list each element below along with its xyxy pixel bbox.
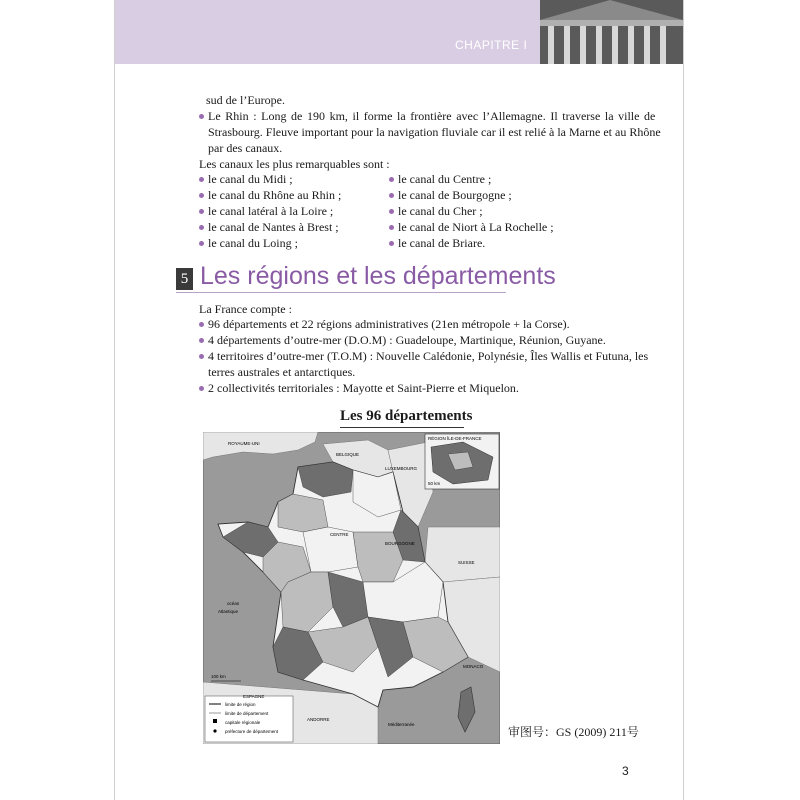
bullet (389, 241, 394, 246)
temple-photo (540, 0, 683, 64)
canal-item: le canal du Rhône au Rhin ; (208, 188, 342, 202)
bullet (389, 177, 394, 182)
sea-label: Atlantique (218, 609, 239, 614)
text-line: sud de l’Europe. (206, 93, 285, 107)
bullet (199, 209, 204, 214)
bullet (199, 241, 204, 246)
bullet (389, 225, 394, 230)
bullet (199, 114, 204, 119)
region-label: BOURGOGNE (385, 541, 415, 546)
canal-item: le canal de Niort à La Rochelle ; (398, 220, 554, 234)
legend-label: capitale régionale (225, 720, 261, 725)
map-title: Les 96 départements (340, 408, 473, 424)
canal-item: le canal du Cher ; (398, 204, 483, 218)
section-number: 5 (176, 268, 193, 290)
country-label: ROYAUME-UNI (228, 441, 260, 446)
section-title: Les régions et les départements (200, 262, 556, 290)
map-caption: 审图号：GS (2009) 211号 (508, 725, 639, 739)
region-label: RÉGION ÎLE-DE-FRANCE (428, 436, 482, 441)
bullet (389, 209, 394, 214)
legend-label: préfecture de département (225, 729, 279, 734)
bullet (199, 322, 204, 327)
sea-label: océan (227, 601, 240, 606)
section-item: terres australes et antarctiques. (208, 365, 356, 379)
country-label: BELGIQUE (336, 452, 360, 457)
bullet (199, 386, 204, 391)
canal-item: le canal du Midi ; (208, 172, 293, 186)
scale-label: 50 km (428, 481, 441, 486)
legend-label: limite de département (225, 711, 269, 716)
section-item: 2 collectivités territoriales : Mayotte et Saint-Pierre et Miquelon. (208, 381, 519, 395)
bullet (199, 354, 204, 359)
canal-item: le canal latéral à la Loire ; (208, 204, 334, 218)
section-item: 4 départements d’outre-mer (D.O.M) : Guadeloupe, Martinique, Réunion, Guyane. (208, 333, 606, 347)
chapter-label: CHAPITRE I (455, 38, 528, 52)
bullet (199, 338, 204, 343)
rhin-line: Le Rhin : Long de 190 km, il forme la frontière avec l’Allemagne. Il traverse la ville de (208, 109, 656, 123)
country-label: SUISSE (458, 560, 475, 565)
bullet (199, 177, 204, 182)
region-label: CENTRE (330, 532, 349, 537)
section-item: 4 territoires d’outre-mer (T.O.M) : Nouvelle Calédonie, Polynésie, Îles Wallis et Futuna, les (208, 349, 649, 363)
rhin-line: Strasbourg. Fleuve important pour la navigation fluviale car il est relié à la Marne et au Rhône (208, 125, 661, 139)
bullet (199, 225, 204, 230)
canals-intro: Les canaux les plus remarquables sont : (199, 157, 390, 171)
country-label: ANDORRE (307, 717, 330, 722)
scale-label: 100 km (211, 674, 226, 679)
canal-item: le canal de Nantes à Brest ; (208, 220, 339, 234)
section-item: 96 départements et 22 régions administratives (21en métropole + la Corse). (208, 317, 570, 331)
legend-label: limite de région (225, 702, 256, 707)
canal-item: le canal du Loing ; (208, 236, 298, 250)
france-map (203, 432, 500, 744)
sea-label: Méditerranée (388, 722, 415, 727)
canal-item: le canal du Centre ; (398, 172, 492, 186)
country-label: LUXEMBOURG (385, 466, 418, 471)
country-label: MONACO (463, 664, 484, 669)
map-title-rule (340, 427, 464, 428)
section-intro: La France compte : (199, 302, 292, 316)
canal-item: le canal de Bourgogne ; (398, 188, 512, 202)
rhin-line: par des canaux. (208, 141, 283, 155)
bullet (199, 193, 204, 198)
page-number: 3 (622, 764, 629, 778)
country-label: ESPAGNE (243, 694, 265, 699)
canal-item: le canal de Briare. (398, 236, 486, 250)
bullet (389, 193, 394, 198)
section-rule (176, 292, 506, 293)
